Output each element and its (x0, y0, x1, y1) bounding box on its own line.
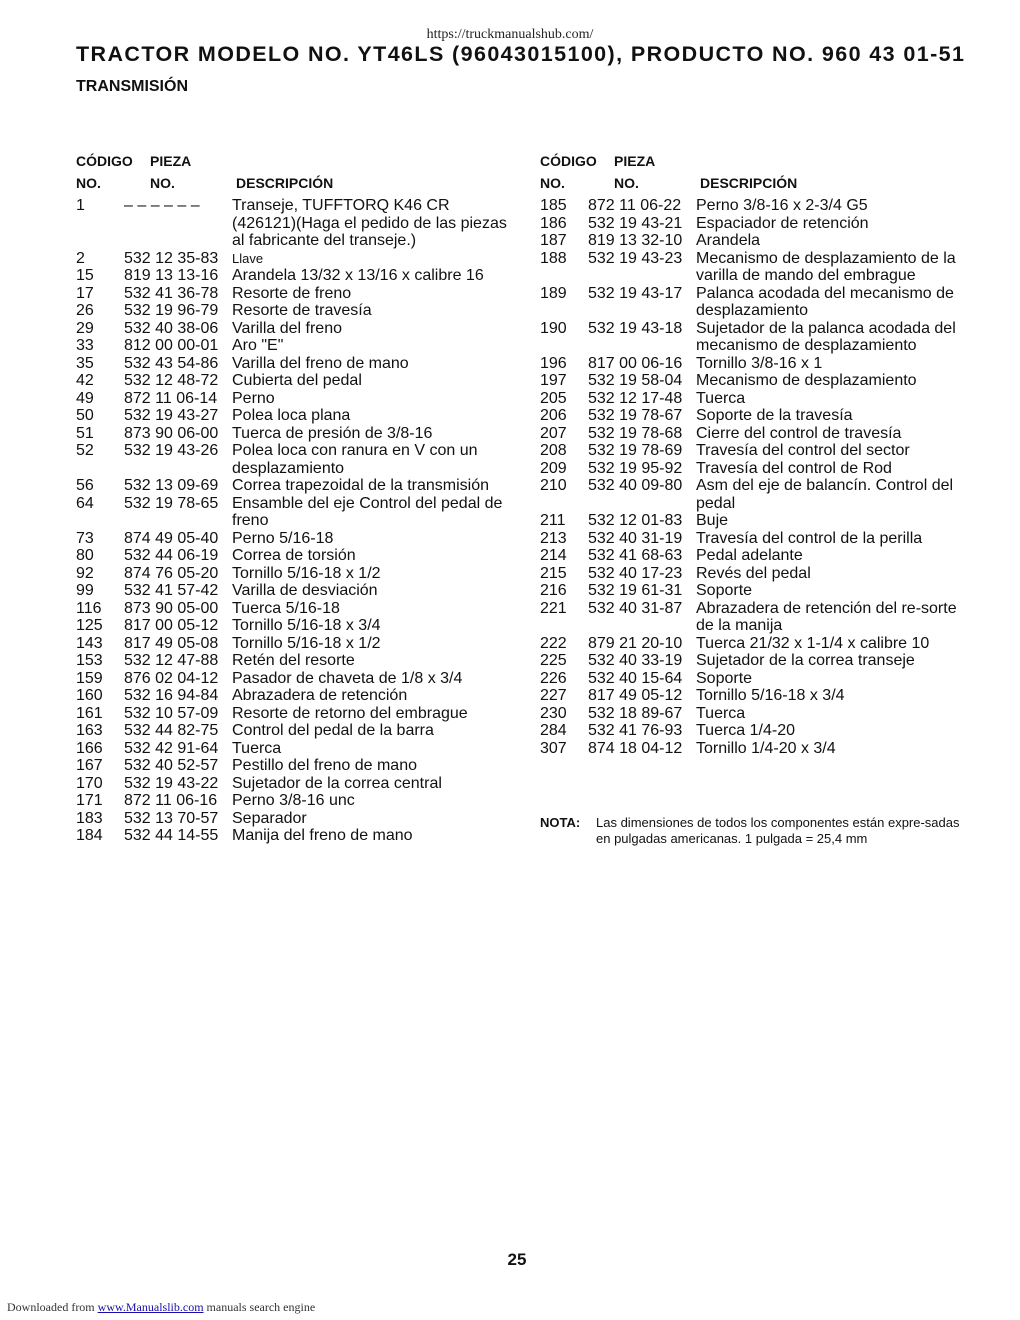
part-number: 532 41 36-78 (124, 284, 219, 302)
table-header (76, 153, 516, 197)
part-number: 532 19 78-68 (588, 424, 683, 442)
parts-list (76, 197, 516, 845)
part-description: Arandela 13/32 x 13/16 x calibre 16 (232, 267, 484, 284)
item-number: 80 (76, 547, 94, 564)
table-row (76, 250, 516, 268)
part-number: 532 40 15-64 (588, 669, 683, 687)
part-description: Cubierta del pedal (232, 372, 362, 389)
part-number: 532 19 58-04 (588, 372, 683, 389)
part-number: 532 19 78-69 (588, 442, 683, 459)
item-number: 99 (76, 582, 94, 599)
part-number: 873 90 06-00 (124, 424, 219, 442)
item-number: 221 (540, 599, 567, 617)
part-number: 532 12 48-72 (124, 372, 219, 389)
footer-prefix: Downloaded from (7, 1300, 95, 1314)
part-description: Tuerca (696, 389, 746, 407)
part-number: 532 41 76-93 (588, 722, 683, 739)
part-number: 532 19 43-18 (588, 319, 683, 337)
item-number: 227 (540, 687, 567, 704)
header-descripcion: DESCRIPCIÓN (236, 175, 334, 191)
part-description: Resorte de travesía (232, 302, 372, 319)
part-number: 532 13 09-69 (124, 477, 219, 494)
part-description: Tornillo 5/16-18 x 3/4 (696, 687, 845, 704)
part-description: Varilla del freno de mano (232, 354, 409, 372)
part-description: Manija del freno de mano (232, 827, 413, 844)
part-number: 872 11 06-16 (124, 792, 218, 809)
part-description: Ensamble del eje Control del pedal de freno (232, 494, 503, 529)
part-number: – – – – – – (124, 197, 200, 214)
table-row (76, 810, 516, 828)
part-description: Resorte de freno (232, 284, 352, 302)
part-description: Perno 5/16-18 (232, 529, 334, 547)
item-number: 206 (540, 407, 567, 424)
table-row (76, 407, 516, 425)
table-row (540, 705, 960, 723)
header-no: NO. (150, 175, 175, 191)
part-number: 532 19 78-65 (124, 494, 219, 512)
part-description: Tuerca (696, 704, 746, 722)
table-row (76, 617, 516, 635)
table-row (76, 600, 516, 618)
item-number: 125 (76, 617, 103, 634)
footer-suffix: manuals search engine (206, 1300, 316, 1314)
table-row (540, 425, 960, 443)
part-description: Tuerca 5/16-18 (232, 599, 340, 617)
item-number: 205 (540, 389, 567, 407)
table-row (76, 442, 516, 477)
table-row (76, 740, 516, 758)
table-row (76, 792, 516, 810)
table-row (540, 635, 960, 653)
item-number: 210 (540, 477, 567, 494)
table-row (540, 512, 960, 530)
part-number: 532 12 35-83 (124, 249, 219, 267)
item-number: 183 (76, 809, 103, 827)
note-label: NOTA: (540, 815, 581, 830)
item-number: 15 (76, 267, 94, 284)
table-row (540, 722, 960, 740)
item-number: 284 (540, 722, 567, 739)
part-number: 532 41 57-42 (124, 582, 219, 599)
table-row (76, 582, 516, 600)
part-number: 532 16 94-84 (124, 687, 219, 704)
part-description: Tuerca 21/32 x 1-1/4 x calibre 10 (696, 634, 930, 652)
table-row (540, 460, 960, 478)
part-number: 532 43 54-86 (124, 354, 219, 372)
item-number: 225 (540, 652, 567, 669)
watermark-url: https://truckmanualshub.com/ (426, 27, 594, 42)
part-description: Sujetador de la correa transeje (696, 652, 915, 669)
item-number: 226 (540, 669, 567, 687)
item-number: 216 (540, 582, 567, 599)
table-row (76, 425, 516, 443)
table-row (540, 407, 960, 425)
table-row (540, 197, 960, 215)
part-number: 532 13 70-57 (124, 809, 219, 827)
table-row (540, 670, 960, 688)
header-no: NO. (614, 175, 639, 191)
item-number: 222 (540, 634, 567, 652)
part-description: Correa de torsión (232, 547, 356, 564)
part-number: 532 40 31-87 (588, 599, 683, 617)
item-number: 170 (76, 774, 103, 792)
table-row (540, 250, 960, 285)
item-number: 209 (540, 459, 567, 477)
parts-table-left (76, 153, 516, 845)
header-descripcion: DESCRIPCIÓN (700, 175, 798, 191)
table-row (540, 565, 960, 583)
footer (7, 1300, 315, 1315)
part-number: 532 40 17-23 (588, 564, 683, 582)
table-row (540, 372, 960, 390)
page-number: 25 (507, 1250, 527, 1269)
table-row (76, 705, 516, 723)
part-description: Asm del eje de balancín. Control del pedal (696, 477, 954, 512)
item-number: 189 (540, 284, 567, 302)
part-description: Buje (696, 512, 729, 529)
part-number: 532 19 43-22 (124, 774, 219, 792)
part-description: Travesía del control del sector (696, 442, 910, 459)
part-number: 532 40 09-80 (588, 477, 683, 494)
table-row (540, 687, 960, 705)
table-row (540, 390, 960, 408)
part-description: Polea loca con ranura en V con un desplazamiento (232, 442, 478, 477)
table-row (76, 652, 516, 670)
item-number: 188 (540, 249, 567, 267)
item-number: 2 (76, 249, 85, 267)
part-number: 817 49 05-08 (124, 634, 219, 652)
table-row (76, 197, 516, 250)
part-number: 532 40 33-19 (588, 652, 683, 669)
table-row (540, 320, 960, 355)
item-number: 26 (76, 302, 94, 319)
part-number: 874 49 05-40 (124, 529, 219, 547)
header-codigo: CÓDIGO (76, 153, 133, 169)
table-row (76, 687, 516, 705)
section-title: TRANSMISIÓN (76, 78, 188, 95)
table-row (540, 740, 960, 758)
table-row (540, 477, 960, 512)
part-number: 812 00 00-01 (124, 337, 219, 354)
part-description: Cierre del control de travesía (696, 424, 902, 442)
part-description: Tornillo 1/4-20 x 3/4 (696, 739, 836, 757)
table-row (76, 390, 516, 408)
table-row (76, 757, 516, 775)
item-number: 187 (540, 232, 567, 249)
part-number: 872 11 06-22 (588, 197, 682, 214)
part-description: Travesía del control de Rod (696, 459, 892, 477)
table-row (76, 722, 516, 740)
part-number: 532 40 31-19 (588, 529, 683, 547)
table-row (76, 530, 516, 548)
part-number: 532 19 43-27 (124, 407, 219, 424)
item-number: 42 (76, 372, 94, 389)
item-number: 166 (76, 739, 103, 757)
part-description: Mecanismo de desplazamiento de la varilla de mando del embrague (696, 249, 956, 284)
table-row (540, 355, 960, 373)
parts-list (540, 197, 960, 757)
header-pieza: PIEZA (150, 153, 192, 169)
item-number: 307 (540, 739, 567, 757)
header-codigo: CÓDIGO (540, 153, 597, 169)
table-row (76, 827, 516, 845)
header-no: NO. (540, 175, 565, 191)
part-number: 532 40 52-57 (124, 757, 219, 774)
item-number: 197 (540, 372, 567, 389)
item-number: 159 (76, 669, 103, 687)
part-number: 532 19 96-79 (124, 302, 219, 319)
part-number: 876 02 04-12 (124, 669, 219, 687)
part-description: Separador (232, 809, 307, 827)
parts-table-right (540, 153, 960, 757)
part-number: 817 00 06-16 (588, 354, 683, 372)
part-number: 874 18 04-12 (588, 739, 683, 757)
header-no: NO. (76, 175, 101, 191)
item-number: 185 (540, 197, 567, 214)
item-number: 171 (76, 792, 103, 809)
item-number: 211 (540, 512, 566, 529)
table-row (540, 215, 960, 233)
table-row (76, 302, 516, 320)
table-row (76, 337, 516, 355)
item-number: 215 (540, 564, 567, 582)
part-number: 532 19 43-17 (588, 284, 683, 302)
part-number: 532 19 43-26 (124, 442, 219, 459)
item-number: 186 (540, 214, 567, 232)
part-number: 873 90 05-00 (124, 599, 219, 617)
table-row (76, 320, 516, 338)
item-number: 190 (540, 319, 567, 337)
part-description: Control del pedal de la barra (232, 722, 434, 739)
table-row (540, 232, 960, 250)
item-number: 56 (76, 477, 94, 494)
table-row (76, 285, 516, 303)
table-row (540, 442, 960, 460)
item-number: 17 (76, 284, 94, 302)
part-description: Sujetador de la palanca acodada del mecanismo de desplazamiento (696, 319, 956, 354)
part-description: Perno 3/8-16 unc (232, 792, 355, 809)
part-description: Tornillo 3/8-16 x 1 (696, 354, 823, 372)
part-number: 532 12 01-83 (588, 512, 683, 529)
table-row (540, 582, 960, 600)
page-title: TRACTOR MODELO NO. YT46LS (96043015100), PRODUCTO NO. 960 43 01-51 (76, 42, 966, 66)
part-number: 532 44 82-75 (124, 722, 219, 739)
item-number: 52 (76, 442, 94, 459)
part-number: 532 12 17-48 (588, 389, 683, 407)
item-number: 29 (76, 319, 94, 337)
part-number: 532 42 91-64 (124, 739, 219, 757)
part-description: Varilla de desviación (232, 582, 378, 599)
item-number: 167 (76, 757, 103, 774)
part-description: Perno (232, 389, 275, 407)
table-row (76, 355, 516, 373)
part-description: Soporte (696, 669, 753, 687)
part-description: Perno 3/8-16 x 2-3/4 G5 (696, 197, 868, 214)
item-number: 161 (76, 704, 103, 722)
table-row (76, 547, 516, 565)
part-number: 532 40 38-06 (124, 319, 219, 337)
part-number: 532 10 57-09 (124, 704, 219, 722)
item-number: 33 (76, 337, 94, 354)
part-description: Llave (232, 250, 264, 266)
table-row (76, 267, 516, 285)
item-number: 50 (76, 407, 94, 424)
part-description: Soporte de la travesía (696, 407, 853, 424)
part-description: Revés del pedal (696, 564, 811, 582)
table-row (76, 477, 516, 495)
part-description: Transeje, TUFFTORQ K46 CR (426121)(Haga el pedido de las piezas al fabricante del transeje.) (232, 197, 507, 249)
part-number: 532 19 43-21 (588, 214, 683, 232)
part-description: Tuerca de presión de 3/8-16 (232, 424, 433, 442)
table-row (76, 495, 516, 530)
part-number: 819 13 13-16 (124, 267, 219, 284)
table-row (76, 635, 516, 653)
item-number: 230 (540, 704, 567, 722)
table-row (76, 372, 516, 390)
part-description: Soporte (696, 582, 753, 599)
item-number: 207 (540, 424, 567, 442)
note (540, 815, 970, 847)
part-number: 532 19 61-31 (588, 582, 683, 599)
item-number: 116 (76, 599, 102, 617)
item-number: 49 (76, 389, 94, 407)
part-number: 532 19 43-23 (588, 249, 683, 267)
table-row (540, 547, 960, 565)
item-number: 92 (76, 564, 94, 582)
table-header (540, 153, 960, 197)
item-number: 196 (540, 354, 567, 372)
part-description: Travesía del control de la perilla (696, 529, 923, 547)
part-description: Pedal adelante (696, 547, 803, 564)
part-number: 532 41 68-63 (588, 547, 683, 564)
part-description: Tuerca 1/4-20 (696, 722, 796, 739)
note-text: Las dimensiones de todos los componentes están expre-sadas en pulgadas americanas. 1 pulgada = 25,4 mm (596, 815, 960, 846)
part-number: 532 19 78-67 (588, 407, 683, 424)
part-number: 532 18 89-67 (588, 704, 683, 722)
part-description: Aro "E" (232, 337, 284, 354)
part-description: Varilla del freno (232, 319, 342, 337)
part-description: Abrazadera de retención del re-sorte de la manija (696, 599, 957, 634)
part-number: 532 12 47-88 (124, 652, 219, 669)
part-description: Pestillo del freno de mano (232, 757, 417, 774)
item-number: 213 (540, 529, 567, 547)
table-row (76, 565, 516, 583)
table-row (540, 530, 960, 548)
table-row (76, 670, 516, 688)
part-number: 874 76 05-20 (124, 564, 219, 582)
part-description: Polea loca plana (232, 407, 351, 424)
part-number: 817 49 05-12 (588, 687, 683, 704)
part-number: 532 44 14-55 (124, 827, 219, 844)
part-number: 532 19 95-92 (588, 459, 683, 477)
item-number: 184 (76, 827, 103, 844)
part-description: Espaciador de retención (696, 214, 869, 232)
part-description: Retén del resorte (232, 652, 355, 669)
part-description: Resorte de retorno del embrague (232, 704, 468, 722)
part-description: Abrazadera de retención (232, 687, 408, 704)
item-number: 153 (76, 652, 103, 669)
part-description: Tornillo 5/16-18 x 3/4 (232, 617, 381, 634)
item-number: 51 (76, 424, 94, 442)
table-row (76, 775, 516, 793)
table-row (540, 285, 960, 320)
item-number: 160 (76, 687, 103, 704)
part-description: Pasador de chaveta de 1/8 x 3/4 (232, 669, 463, 687)
part-description: Correa trapezoidal de la transmisión (232, 477, 490, 494)
part-description: Arandela (696, 232, 761, 249)
item-number: 73 (76, 529, 94, 547)
item-number: 208 (540, 442, 567, 459)
table-row (540, 652, 960, 670)
manualslib-link[interactable]: www.Manualslib.com (97, 1300, 204, 1314)
part-description: Tornillo 5/16-18 x 1/2 (232, 564, 381, 582)
part-description: Sujetador de la correa central (232, 774, 442, 792)
item-number: 64 (76, 494, 94, 512)
part-description: Palanca acodada del mecanismo de desplazamiento (696, 284, 954, 319)
part-number: 872 11 06-14 (124, 389, 218, 407)
part-description: Tornillo 5/16-18 x 1/2 (232, 634, 381, 652)
part-number: 879 21 20-10 (588, 634, 683, 652)
part-number: 817 00 05-12 (124, 617, 219, 634)
header-pieza: PIEZA (614, 153, 656, 169)
part-number: 532 44 06-19 (124, 547, 219, 564)
table-row (540, 600, 960, 635)
item-number: 163 (76, 722, 103, 739)
item-number: 143 (76, 634, 103, 652)
item-number: 1 (76, 197, 85, 214)
item-number: 35 (76, 354, 94, 372)
part-description: Tuerca (232, 739, 282, 757)
item-number: 214 (540, 547, 567, 564)
part-number: 819 13 32-10 (588, 232, 683, 249)
part-description: Mecanismo de desplazamiento (696, 372, 917, 389)
